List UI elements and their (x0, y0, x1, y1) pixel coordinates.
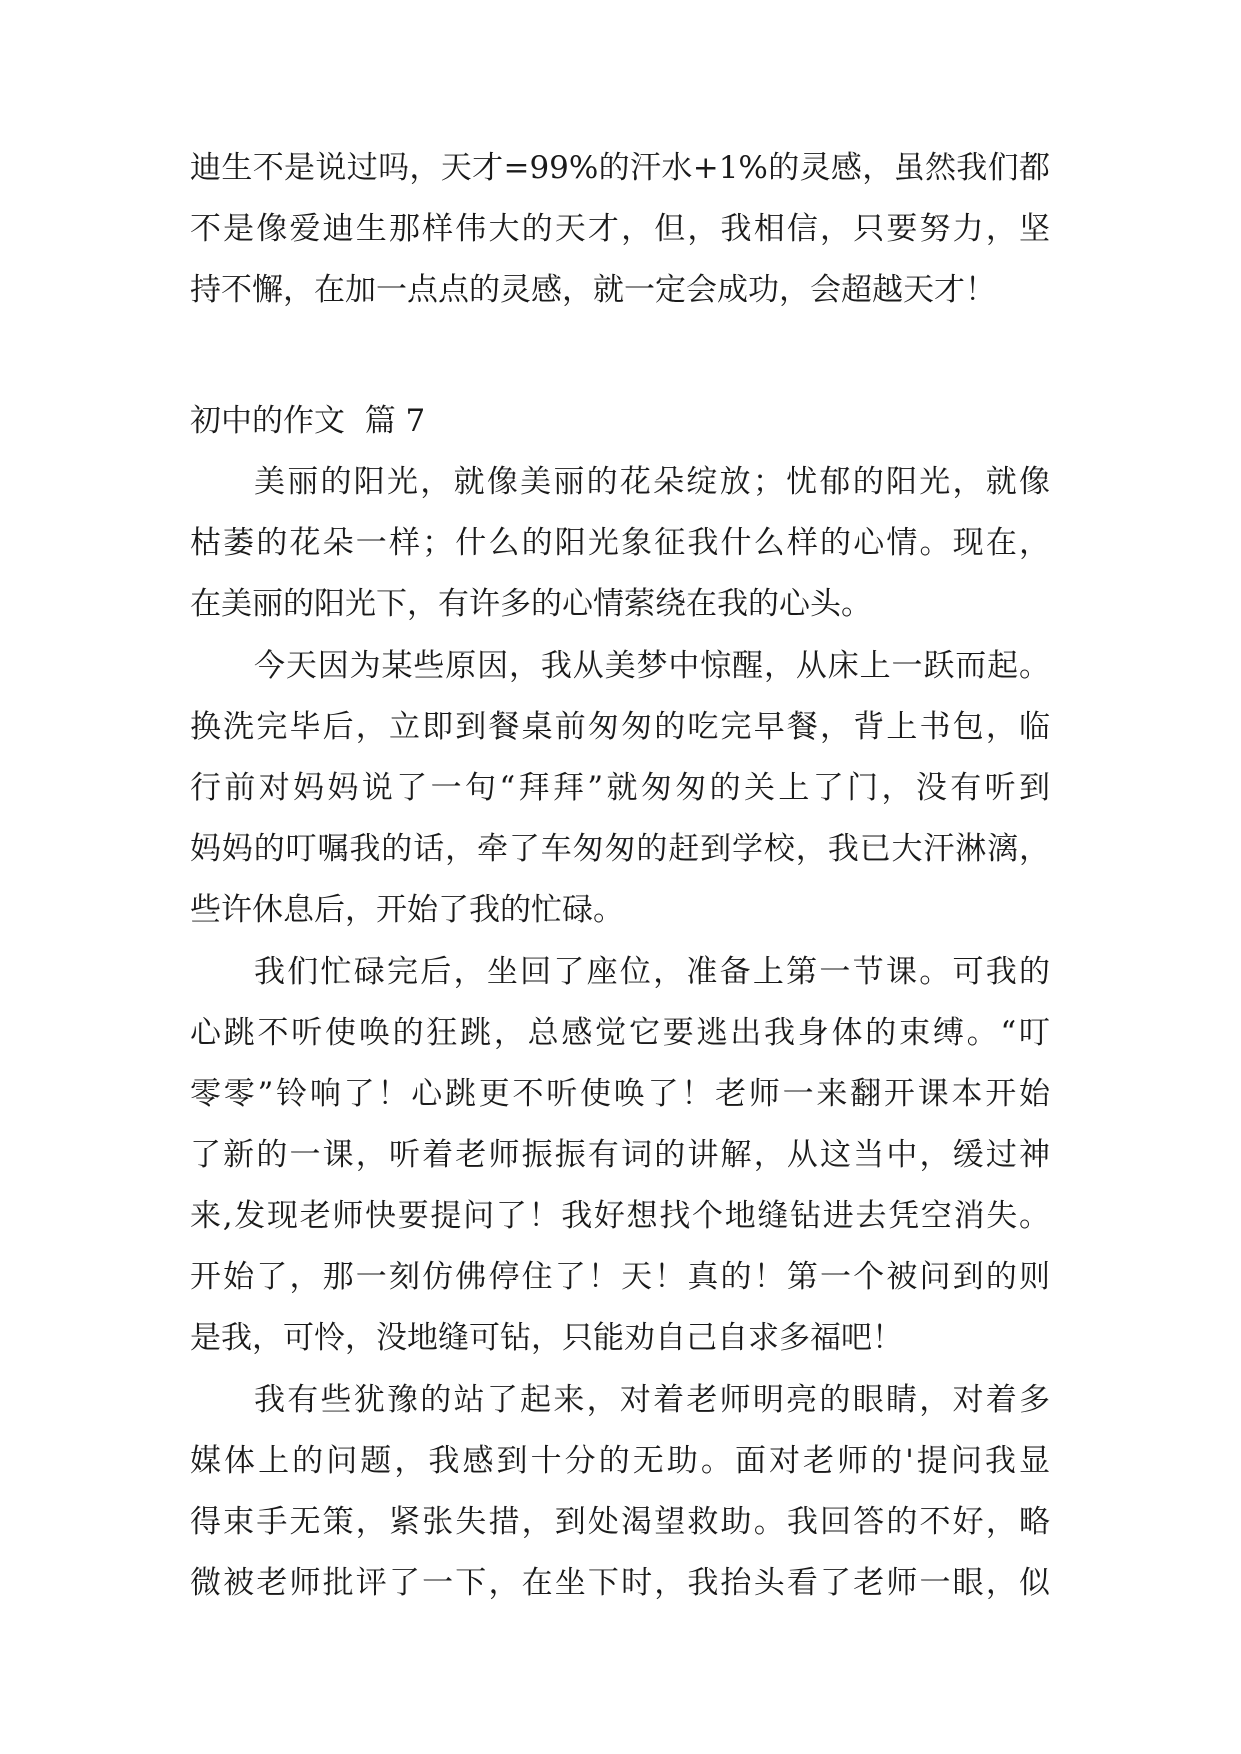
text-line: 了新的一课，听着老师振振有词的讲解，从这当中，缓过神 (190, 1137, 1050, 1173)
text-line: 换洗完毕后，立即到餐桌前匆匆的吃完早餐，背上书包，临 (190, 709, 1050, 745)
text-line: 来,发现老师快要提问了！我好想找个地缝钻进去凭空消失。 (190, 1198, 1050, 1234)
text-line: 在美丽的阳光下，有许多的心情萦绕在我的心头。 (190, 586, 872, 622)
text-line: 我们忙碌完后，坐回了座位，准备上第一节课。可我的 (254, 954, 1050, 990)
text-line: 妈妈的叮嘱我的话，牵了车匆匆的赶到学校，我已大汗淋漓， (190, 831, 1050, 867)
text-line: 媒体上的问题，我感到十分的无助。面对老师的'提问我显 (190, 1443, 1050, 1479)
text-line: 枯萎的花朵一样；什么的阳光象征我什么样的心情。现在， (190, 525, 1050, 561)
text-line: 是我，可怜，没地缝可钻，只能劝自己自求多福吧！ (190, 1320, 903, 1356)
paragraph-2 (190, 636, 1050, 941)
text-line: 得束手无策，紧张失措，到处渴望救助。我回答的不好，略 (190, 1504, 1050, 1540)
paragraph-1 (190, 452, 1050, 635)
text-line: 持不懈，在加一点点的灵感，就一定会成功，会超越天才！ (190, 272, 996, 308)
text-line: 微被老师批评了一下，在坐下时，我抬头看了老师一眼，似 (190, 1565, 1050, 1601)
paragraph-3 (190, 942, 1050, 1369)
text-line: 开始了，那一刻仿佛停住了！天！真的！第一个被问到的则 (190, 1259, 1050, 1295)
paragraph-4 (190, 1370, 1050, 1614)
text-line: 今天因为某些原因，我从美梦中惊醒，从床上一跃而起。 (254, 648, 1050, 684)
intro-paragraph (190, 138, 1050, 321)
text-line: 心跳不听使唤的狂跳，总感觉它要逃出我身体的束缚。“叮 (190, 1015, 1050, 1051)
text-line: 美丽的阳光，就像美丽的花朵绽放；忧郁的阳光，就像 (254, 464, 1050, 500)
text-line: 零零”铃响了！心跳更不听使唤了！老师一来翻开课本开始 (190, 1076, 1050, 1112)
text-line: 迪生不是说过吗，天才=99%的汗水+1%的灵感，虽然我们都 (190, 150, 1050, 186)
text-line: 行前对妈妈说了一句“拜拜”就匆匆的关上了门，没有听到 (190, 770, 1050, 806)
section-heading: 初中的作文 篇 7 (190, 403, 426, 439)
text-line: 不是像爱迪生那样伟大的天才，但，我相信，只要努力，坚 (190, 211, 1050, 247)
text-line: 些许休息后，开始了我的忙碌。 (190, 892, 624, 928)
text-line: 我有些犹豫的站了起来，对着老师明亮的眼睛，对着多 (254, 1382, 1050, 1418)
